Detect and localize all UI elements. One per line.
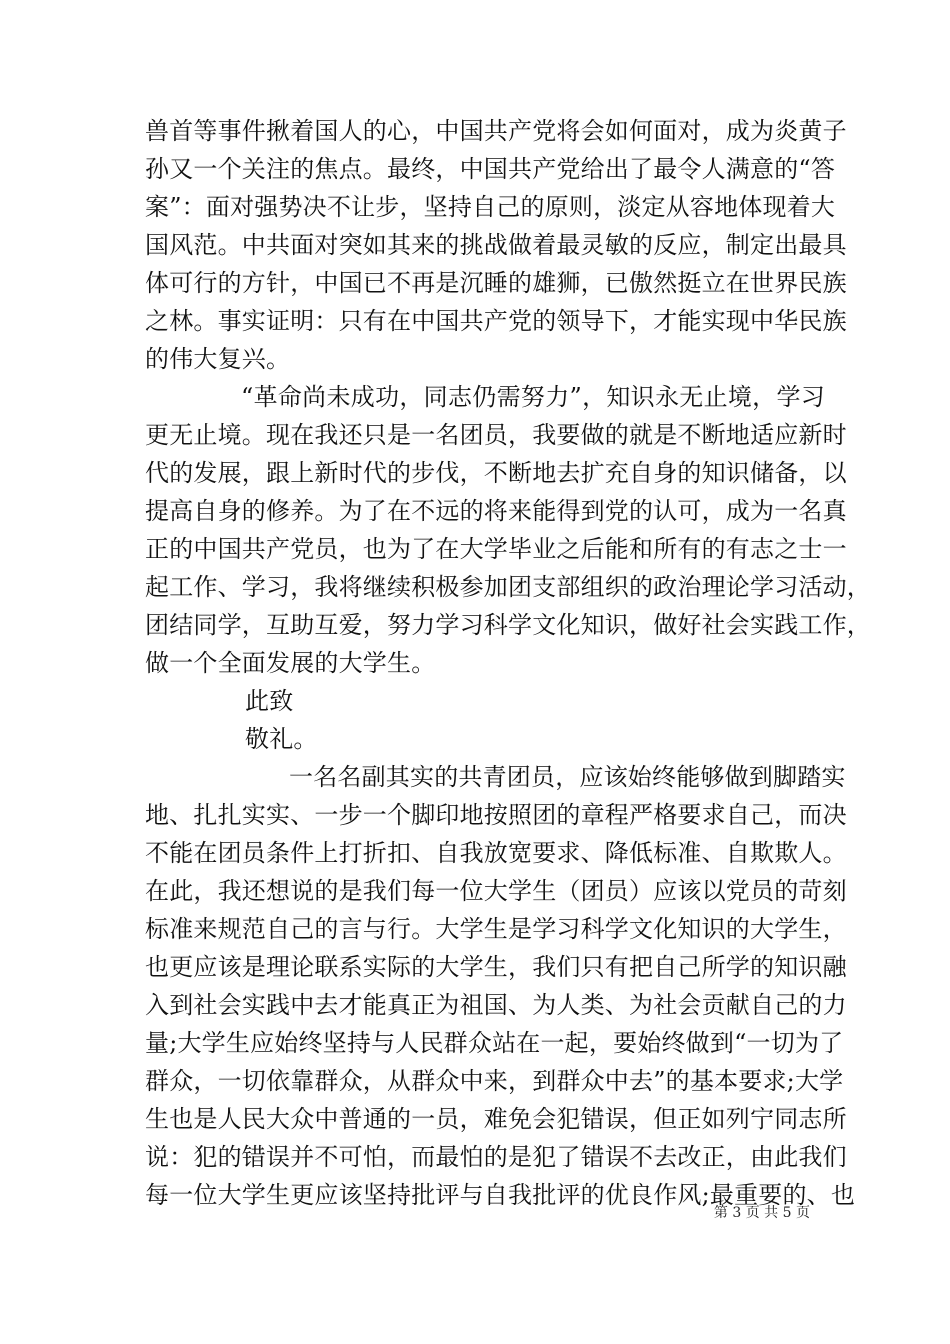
text-line: 一名名副其实的共青团员，应该始终能够做到脚踏实: [289, 763, 846, 791]
text-line: 做一个全面发展的大学生。: [145, 649, 436, 677]
page-number-footer: 第 3 页 共 5 页: [713, 1205, 810, 1221]
document-body: [145, 112, 871, 1214]
text-line: 正的中国共产党员，也为了在大学毕业之后能和所有的有志之士一: [145, 535, 847, 563]
text-line: 更无止境。现在我还只是一名团员，我要做的就是不断地适应新时: [145, 421, 847, 449]
text-line: “革命尚未成功，同志仍需努力”，知识永无止境，学习: [241, 383, 825, 411]
text-line: 代的发展，跟上新时代的步伐，不断地去扩充自身的知识储备，以: [145, 459, 847, 487]
text-line: 群众，一切依靠群众，从群众中来，到群众中去”的基本要求;大学: [145, 1067, 844, 1095]
text-line: 也更应该是理论联系实际的大学生，我们只有把自己所学的知识融: [145, 953, 847, 981]
text-line: 起工作、学习，我将继续积极参加团支部组织的政治理论学习活动，: [145, 573, 871, 601]
text-line: 不能在团员条件上打折扣、自我放宽要求、降低标准、自欺欺人。: [145, 839, 847, 867]
text-line: 孙又一个关注的焦点。最终，中国共产党给出了最令人满意的“答: [145, 155, 836, 183]
text-line: 生也是人民大众中普通的一员，难免会犯错误，但正如列宁同志所: [145, 1105, 847, 1133]
text-line: 提高自身的修养。为了在不远的将来能得到党的认可，成为一名真: [145, 497, 847, 525]
text-line: 敬礼。: [245, 725, 318, 753]
text-line: 团结同学，互助互爱，努力学习科学文化知识，做好社会实践工作，: [145, 611, 871, 639]
text-line: 每一位大学生更应该坚持批评与自我批评的优良作风;最重要的、也: [145, 1181, 856, 1209]
text-line: 的伟大复兴。: [145, 345, 291, 373]
text-line: 案”：面对强势决不让步，坚持自己的原则，淡定从容地体现着大: [145, 193, 836, 221]
text-line: 标准来规范自己的言与行。大学生是学习科学文化知识的大学生，: [145, 915, 847, 943]
text-line: 国风范。中共面对突如其来的挑战做着最灵敏的反应，制定出最具: [145, 231, 847, 259]
text-line: 地、扎扎实实、一步一个脚印地按照团的章程严格要求自己，而决: [145, 801, 847, 829]
text-line: 说：犯的错误并不可怕，而最怕的是犯了错误不去改正，由此我们: [145, 1143, 847, 1171]
text-line: 量;大学生应始终坚持与人民群众站在一起，要始终做到“一切为了: [145, 1029, 844, 1057]
text-line: 入到社会实践中去才能真正为祖国、为人类、为社会贡献自己的力: [145, 991, 847, 1019]
text-line: 体可行的方针，中国已不再是沉睡的雄狮，已傲然挺立在世界民族: [145, 269, 847, 297]
text-line: 兽首等事件揪着国人的心，中国共产党将会如何面对，成为炎黄子: [145, 117, 847, 145]
text-line: 此致: [245, 687, 294, 715]
text-line: 在此，我还想说的是我们每一位大学生（团员）应该以党员的苛刻: [145, 877, 847, 905]
text-line: 之林。事实证明：只有在中国共产党的领导下，才能实现中华民族: [145, 307, 847, 335]
